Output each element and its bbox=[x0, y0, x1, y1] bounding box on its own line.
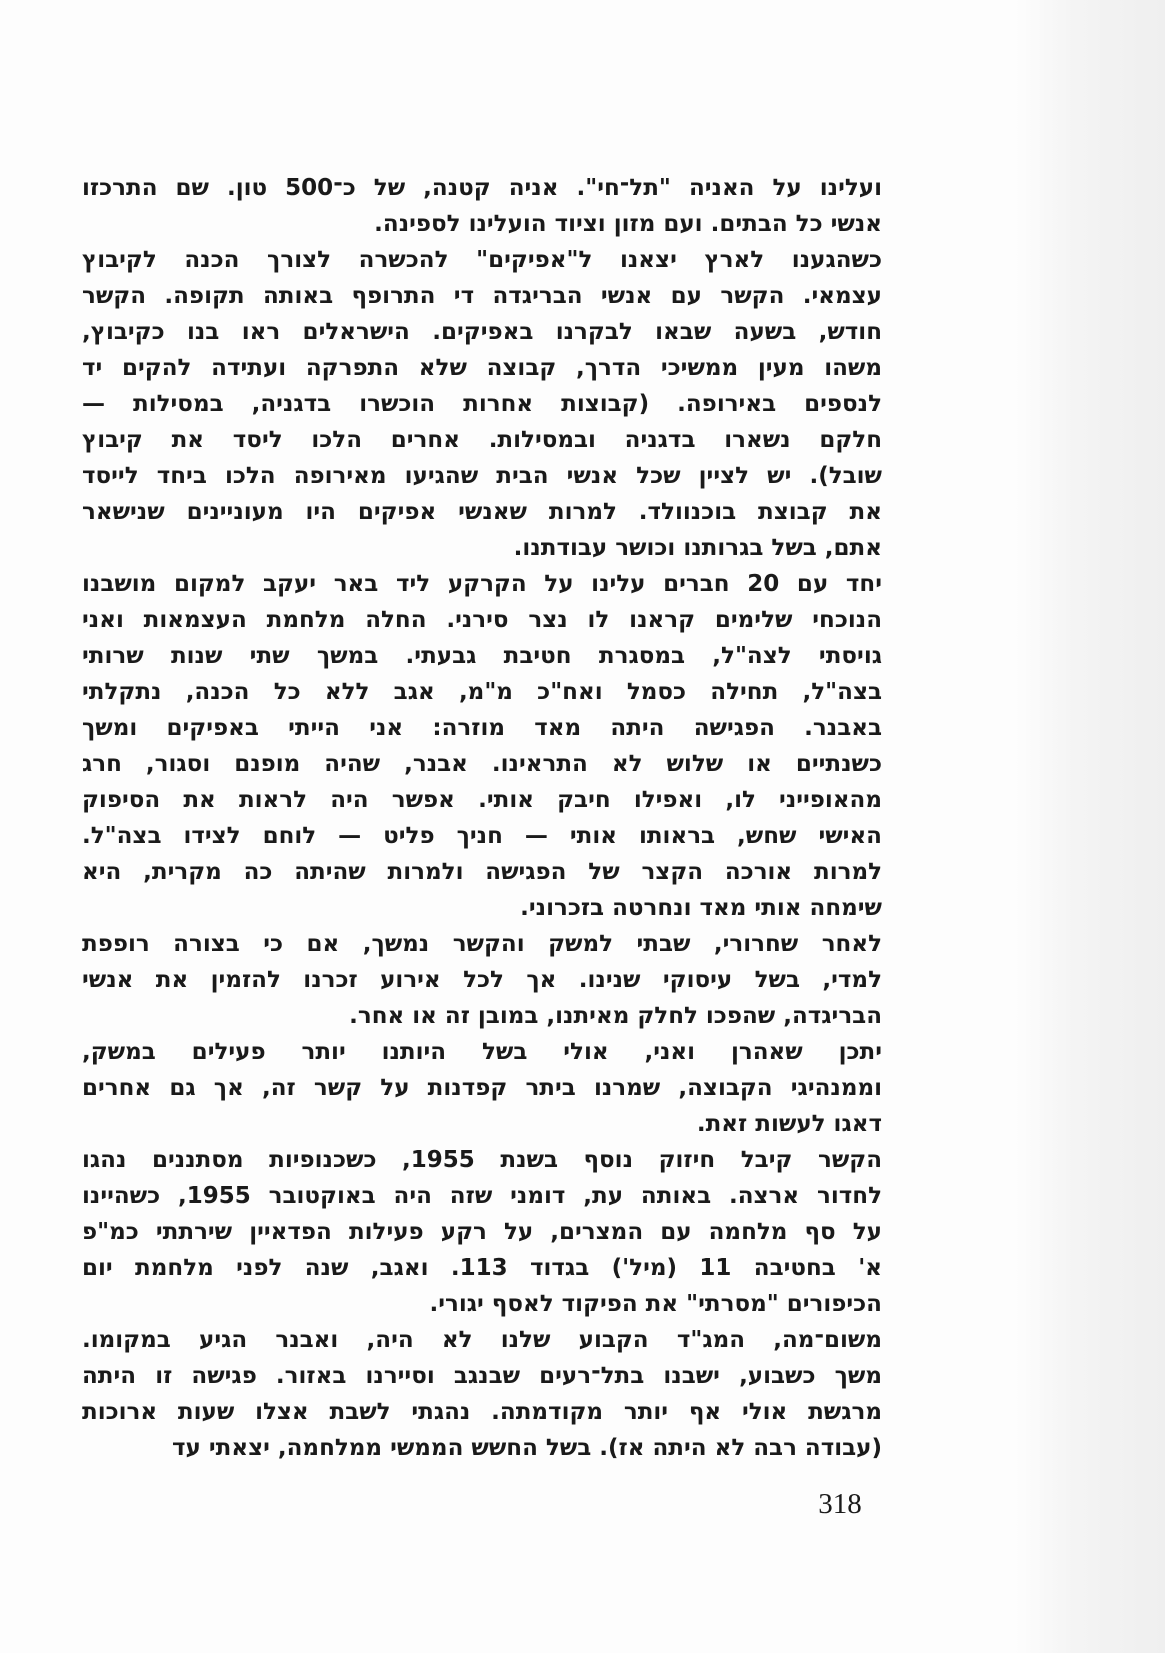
text-line: כשנתיים או שלוש לא התראינו. אבנר, שהיה מופנם וסגור, חרג bbox=[82, 751, 882, 777]
text-line: מרגשת אולי אף יותר מקודמתה. נהגתי לשבת אצלו שעות ארוכות bbox=[82, 1399, 882, 1425]
text-line: (עבודה רבה לא היתה אז). בשל החשש הממשי ממלחמה, יצאתי עד bbox=[172, 1435, 882, 1461]
text-line: יחד עם 20 חברים עלינו על הקרקע ליד באר יעקב למקום מושבנו bbox=[82, 571, 882, 597]
text-line: אנשי כל הבתים. ועם מזון וציוד הועלינו לספינה. bbox=[374, 211, 882, 237]
paragraph bbox=[82, 1322, 882, 1466]
text-line: וממנהיגי הקבוצה, שמרנו ביתר קפדנות על קשר זה, אך גם אחרים bbox=[82, 1075, 882, 1101]
text-line: באבנר. הפגישה היתה מאד מוזרה: אני הייתי באפיקים ומשך bbox=[82, 715, 882, 741]
text-line: אתם, בשל בגרותנו וכושר עבודתנו. bbox=[513, 535, 882, 561]
paragraph bbox=[82, 1142, 882, 1322]
body-text bbox=[82, 170, 882, 1466]
text-line: ועלינו על האניה "תל־חי". אניה קטנה, של כ־500 טון. שם התרכזו bbox=[82, 175, 882, 201]
text-line: משך כשבוע, ישבנו בתל־רעים שבנגב וסיירנו באזור. פגישה זו היתה bbox=[82, 1363, 882, 1389]
text-line: הבריגדה, שהפכו לחלק מאיתנו, במובן זה או אחר. bbox=[349, 1003, 882, 1029]
text-line: לחדור ארצה. באותה עת, דומני שזה היה באוקטובר 1955, כשהיינו bbox=[82, 1183, 882, 1209]
text-line: הקשר קיבל חיזוק נוסף בשנת 1955, כשכנופיות מסתננים נהגו bbox=[82, 1147, 882, 1173]
text-line: משהו מעין ממשיכי הדרך, קבוצה שלא התפרקה ועתידה להקים יד bbox=[82, 355, 882, 381]
paragraph bbox=[82, 926, 882, 1034]
text-line: האישי שחש, בראותו אותי — חניך פליט — לוחם לצידו בצה"ל. bbox=[82, 823, 882, 849]
paragraph bbox=[82, 566, 882, 926]
text-line: לאחר שחרורי, שבתי למשק והקשר נמשך, אם כי בצורה רופפת bbox=[82, 931, 882, 957]
text-line: שימחה אותי מאד ונחרטה בזכרוני. bbox=[520, 895, 882, 921]
text-line: חודש, בשעה שבאו לבקרנו באפיקים. הישראלים ראו בנו כקיבוץ, bbox=[82, 319, 882, 345]
page-edge-shadow bbox=[1015, 0, 1165, 1653]
text-line: כשהגענו לארץ יצאנו ל"אפיקים" להכשרה לצורך הכנה לקיבוץ bbox=[82, 247, 882, 273]
text-line: דאגו לעשות זאת. bbox=[696, 1111, 882, 1137]
text-line: בצה"ל, תחילה כסמל ואח"כ מ"מ, אגב ללא כל הכנה, נתקלתי bbox=[82, 679, 882, 705]
text-line: הנוכחי שלימים קראנו לו נצר סירני. החלה מלחמת העצמאות ואני bbox=[82, 607, 882, 633]
text-line: למרות אורכה הקצר של הפגישה ולמרות שהיתה כה מקרית, היא bbox=[82, 859, 882, 885]
text-line: לנספים באירופה. (קבוצות אחרות הוכשרו בדגניה, במסילות — bbox=[82, 391, 882, 417]
text-line: על סף מלחמה עם המצרים, על רקע פעילות הפדאיין שירתתי כמ"פ bbox=[82, 1219, 882, 1245]
text-line: חלקם נשארו בדגניה ובמסילות. אחרים הלכו ליסד את קיבוץ bbox=[82, 427, 882, 453]
text-line: א' בחטיבה 11 (מיל') בגדוד 113. ואגב, שנה לפני מלחמת יום bbox=[82, 1255, 882, 1281]
text-line: שובל). יש לציין שכל אנשי הבית שהגיעו מאירופה הלכו ביחד לייסד bbox=[82, 463, 882, 489]
page-number: 318 bbox=[818, 1488, 862, 1520]
text-line: הכיפורים "מסרתי" את הפיקוד לאסף יגורי. bbox=[429, 1291, 882, 1317]
text-line: משום־מה, המג"ד הקבוע שלנו לא היה, ואבנר הגיע במקומו. bbox=[82, 1327, 882, 1353]
text-line: למדי, בשל עיסוקי שנינו. אך לכל אירוע זכרנו להזמין את אנשי bbox=[82, 967, 882, 993]
paragraph bbox=[82, 1034, 882, 1142]
text-line: את קבוצת בוכנוולד. למרות שאנשי אפיקים היו מעוניינים שנישאר bbox=[82, 499, 882, 525]
text-line: עצמאי. הקשר עם אנשי הבריגדה די התרופף באותה תקופה. הקשר bbox=[82, 283, 882, 309]
text-line: מהאופייני לו, ואפילו חיבק אותי. אפשר היה לראות את הסיפוק bbox=[82, 787, 882, 813]
text-line: יתכן שאהרן ואני, אולי בשל היותנו יותר פעילים במשק, bbox=[82, 1039, 882, 1065]
paragraph bbox=[82, 170, 882, 242]
paragraph bbox=[82, 242, 882, 566]
text-line: גויסתי לצה"ל, במסגרת חטיבת גבעתי. במשך שתי שנות שרותי bbox=[82, 643, 882, 669]
